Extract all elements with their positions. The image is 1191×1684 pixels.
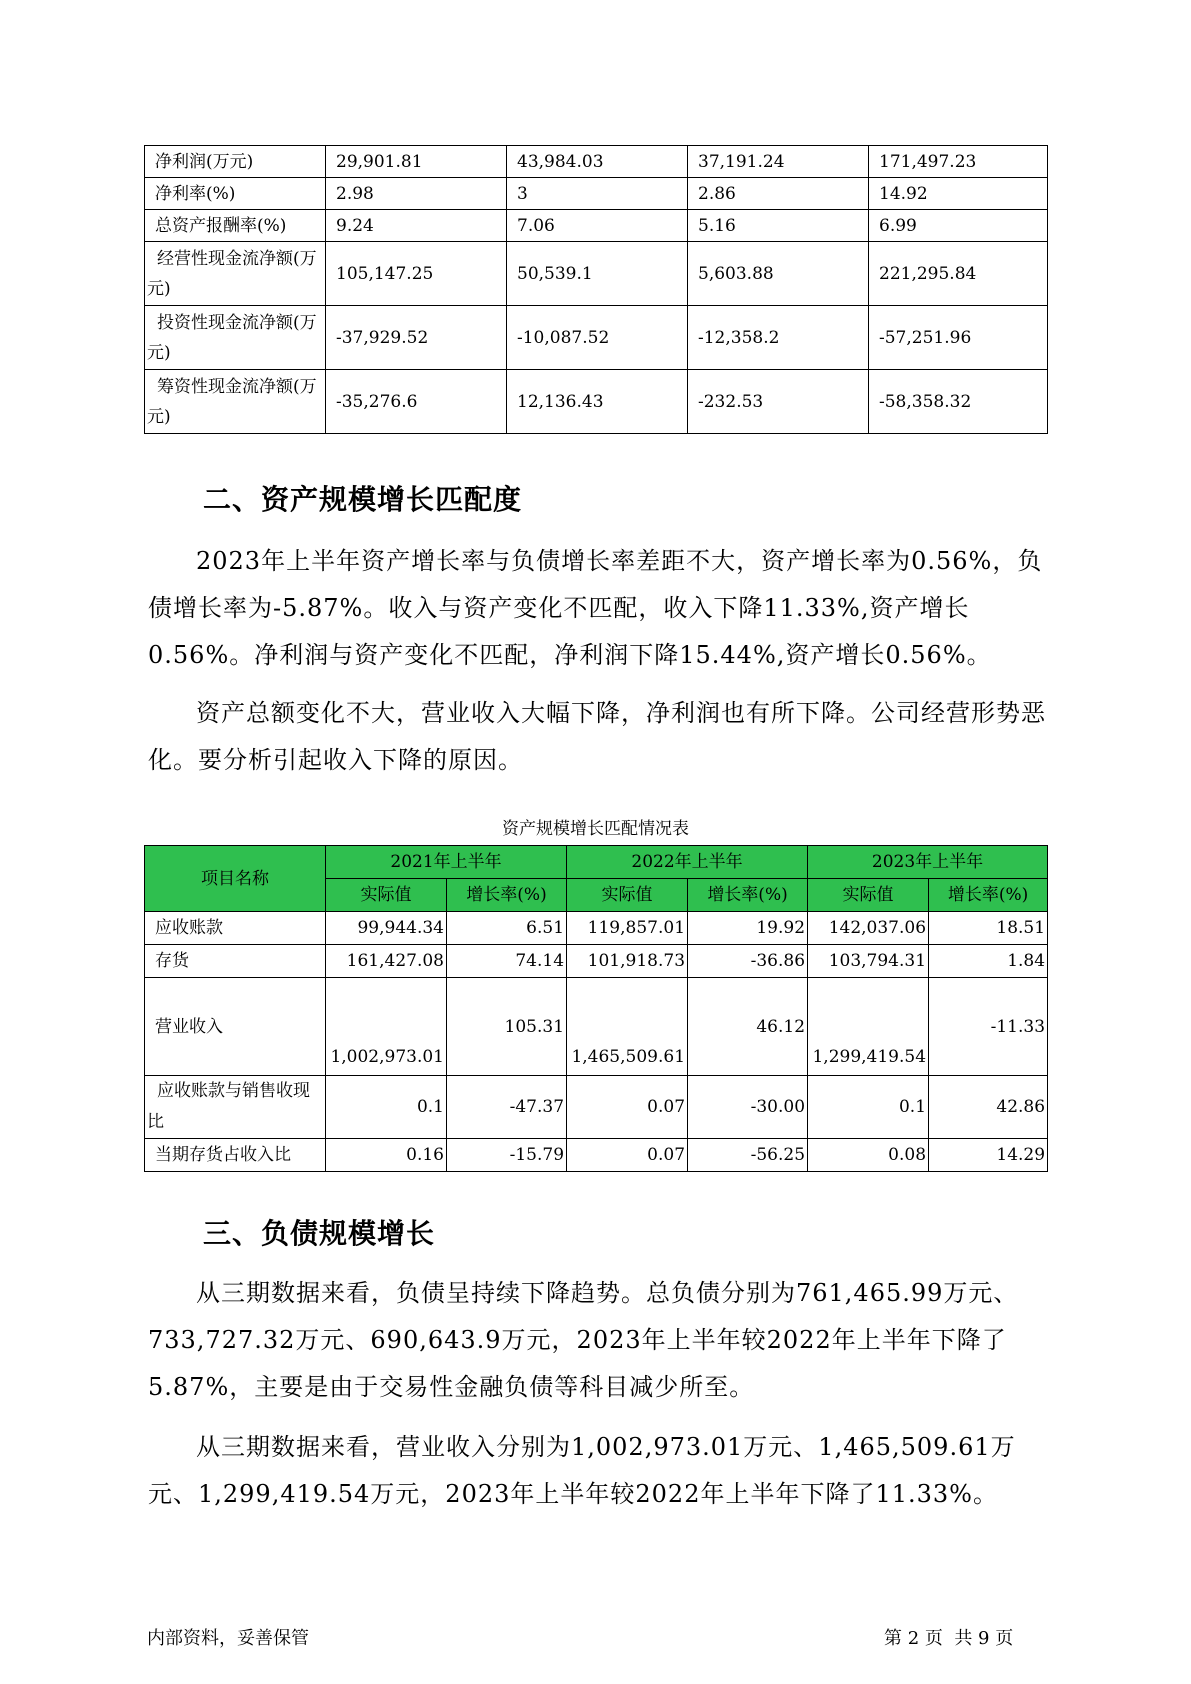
table-cell: 105,147.25 xyxy=(326,242,507,306)
table-cell: -30.00 xyxy=(688,1076,808,1139)
table-row xyxy=(145,146,1048,178)
table-cell: 1,465,509.61 xyxy=(567,978,688,1076)
table-cell: 1,299,419.54 xyxy=(808,978,929,1076)
table-cell: 9.24 xyxy=(326,210,507,242)
footer-confidential-note: 内部资料，妥善保管 xyxy=(147,1628,309,1649)
footer-page-number: 第 2 页 共 9 页 xyxy=(884,1628,1014,1649)
table-cell: 105.31 xyxy=(447,978,567,1076)
table-row xyxy=(145,306,1048,370)
table-cell: 14.92 xyxy=(869,178,1048,210)
table-cell: 1,002,973.01 xyxy=(326,978,447,1076)
asset-growth-table xyxy=(144,845,1048,1172)
table-row xyxy=(145,945,1048,978)
table-cell: 43,984.03 xyxy=(507,146,688,178)
table-cell: 5,603.88 xyxy=(688,242,869,306)
paragraph-text: 从三期数据来看，负债呈持续下降趋势。总负债分别为761,465.99万元、733,727.32万元、690,643.9万元，2023年上半年较2022年上半年下降了5.87%，主要是由于交易性金融负债等科目减少所至。 xyxy=(148,1279,1019,1401)
table-cell: 6.51 xyxy=(447,912,567,945)
column-header-actual: 实际值 xyxy=(567,879,688,912)
section-heading: 二、资产规模增长匹配度 xyxy=(203,483,523,516)
table-cell: 0.1 xyxy=(326,1076,447,1139)
table-cell: -35,276.6 xyxy=(326,370,507,434)
row-label: 应收账款 xyxy=(145,912,326,945)
table-cell: 2.98 xyxy=(326,178,507,210)
table-cell: -57,251.96 xyxy=(869,306,1048,370)
paragraph xyxy=(148,690,1050,784)
table-cell: -58,358.32 xyxy=(869,370,1048,434)
section-heading: 三、负债规模增长 xyxy=(203,1217,436,1250)
table-cell: 19.92 xyxy=(688,912,808,945)
table-cell: 74.14 xyxy=(447,945,567,978)
table-cell: 161,427.08 xyxy=(326,945,447,978)
table-cell: 142,037.06 xyxy=(808,912,929,945)
column-header-period: 2021年上半年 xyxy=(326,846,567,879)
table-cell: 0.07 xyxy=(567,1076,688,1139)
table-cell: 101,918.73 xyxy=(567,945,688,978)
table-cell: 29,901.81 xyxy=(326,146,507,178)
table-cell: 37,191.24 xyxy=(688,146,869,178)
table-row xyxy=(145,1076,1048,1139)
row-label: 筹资性现金流净额(万元) xyxy=(145,370,326,434)
table-cell: 221,295.84 xyxy=(869,242,1048,306)
table-cell: 14.29 xyxy=(929,1139,1048,1172)
table-cell: 1.84 xyxy=(929,945,1048,978)
table-cell: -11.33 xyxy=(929,978,1048,1076)
table-cell: 42.86 xyxy=(929,1076,1048,1139)
table-row xyxy=(145,210,1048,242)
table-cell: 18.51 xyxy=(929,912,1048,945)
table-row xyxy=(145,242,1048,306)
row-label: 净利润(万元) xyxy=(145,146,326,178)
table-cell: 0.08 xyxy=(808,1139,929,1172)
paragraph-text: 2023年上半年资产增长率与负债增长率差距不大，资产增长率为0.56%，负债增长率为-5.87%。收入与资产变化不匹配，收入下降11.33%,资产增长0.56%。净利润与资产变化不匹配，净利润下降15.44%,资产增长0.56%。 xyxy=(148,547,1043,669)
column-header-growth: 增长率(%) xyxy=(688,879,808,912)
financial-summary-table xyxy=(144,145,1048,434)
table-cell: -15.79 xyxy=(447,1139,567,1172)
paragraph-text: 从三期数据来看，营业收入分别为1,002,973.01万元、1,465,509.61万元、1,299,419.54万元，2023年上半年较2022年上半年下降了11.33%。 xyxy=(148,1433,1016,1508)
row-label: 经营性现金流净额(万元) xyxy=(145,242,326,306)
row-label: 应收账款与销售收现比 xyxy=(145,1076,326,1139)
row-label: 营业收入 xyxy=(145,978,326,1076)
table-cell: -37,929.52 xyxy=(326,306,507,370)
table-cell: 171,497.23 xyxy=(869,146,1048,178)
table-row xyxy=(145,1139,1048,1172)
table-cell: 103,794.31 xyxy=(808,945,929,978)
column-header-item: 项目名称 xyxy=(145,846,326,912)
table-cell: 99,944.34 xyxy=(326,912,447,945)
table-cell: -56.25 xyxy=(688,1139,808,1172)
column-header-actual: 实际值 xyxy=(808,879,929,912)
table-cell: -232.53 xyxy=(688,370,869,434)
table-caption: 资产规模增长匹配情况表 xyxy=(502,819,689,839)
paragraph xyxy=(148,1424,1050,1518)
header-row xyxy=(145,846,1048,879)
paragraph-text: 资产总额变化不大，营业收入大幅下降，净利润也有所下降。公司经营形势恶化。要分析引起收入下降的原因。 xyxy=(148,699,1046,774)
table-cell: 0.1 xyxy=(808,1076,929,1139)
table-cell: 5.16 xyxy=(688,210,869,242)
row-label: 净利率(%) xyxy=(145,178,326,210)
table-cell: -10,087.52 xyxy=(507,306,688,370)
column-header-actual: 实际值 xyxy=(326,879,447,912)
table-cell: 0.16 xyxy=(326,1139,447,1172)
row-label: 存货 xyxy=(145,945,326,978)
table-cell: -36.86 xyxy=(688,945,808,978)
table-row xyxy=(145,978,1048,1076)
paragraph xyxy=(148,538,1050,679)
table-cell: 50,539.1 xyxy=(507,242,688,306)
table-cell: 3 xyxy=(507,178,688,210)
table-row xyxy=(145,912,1048,945)
table-cell: 6.99 xyxy=(869,210,1048,242)
column-header-period: 2023年上半年 xyxy=(808,846,1048,879)
row-label: 当期存货占收入比 xyxy=(145,1139,326,1172)
column-header-growth: 增长率(%) xyxy=(929,879,1048,912)
table-row xyxy=(145,370,1048,434)
table-cell: 46.12 xyxy=(688,978,808,1076)
table-row xyxy=(145,178,1048,210)
column-header-growth: 增长率(%) xyxy=(447,879,567,912)
table-cell: 119,857.01 xyxy=(567,912,688,945)
table-cell: -47.37 xyxy=(447,1076,567,1139)
table-cell: 0.07 xyxy=(567,1139,688,1172)
row-label: 投资性现金流净额(万元) xyxy=(145,306,326,370)
row-label: 总资产报酬率(%) xyxy=(145,210,326,242)
table-cell: 12,136.43 xyxy=(507,370,688,434)
table-cell: -12,358.2 xyxy=(688,306,869,370)
paragraph xyxy=(148,1270,1050,1411)
column-header-period: 2022年上半年 xyxy=(567,846,808,879)
table-cell: 7.06 xyxy=(507,210,688,242)
table-cell: 2.86 xyxy=(688,178,869,210)
